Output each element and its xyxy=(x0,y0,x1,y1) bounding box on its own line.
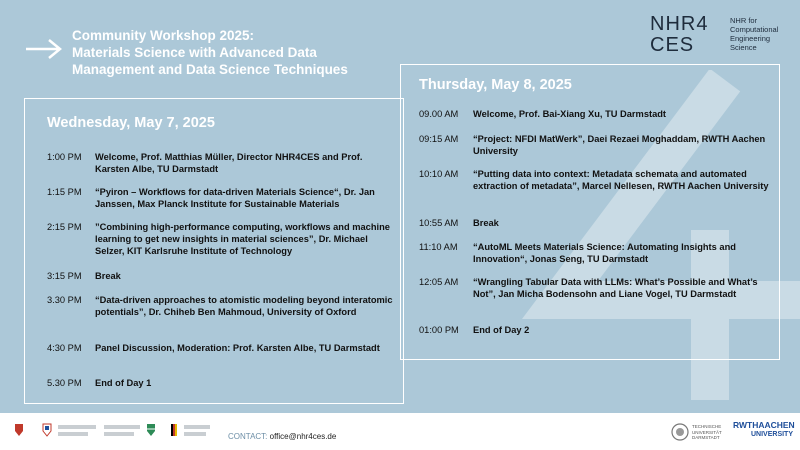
logo-text-line: Science xyxy=(730,43,757,52)
schedule-time: 10:55 AM xyxy=(419,218,459,228)
event-title xyxy=(72,27,402,78)
schedule-time: 1:15 PM xyxy=(47,187,82,197)
schedule-time: 1:00 PM xyxy=(47,152,82,162)
arrow-right-icon xyxy=(24,38,64,60)
federal-eagle-icon xyxy=(170,423,180,437)
event-title-line: Community Workshop 2025: xyxy=(72,28,255,43)
day2-title: Thursday, May 8, 2025 xyxy=(419,77,572,93)
logo-mark xyxy=(650,14,708,56)
schedule-description: “Putting data into context: Metadata schemata and automated extraction of metadata”, Marcel Nellesen, RWTH Aachen University xyxy=(473,169,769,191)
schedule-time: 3:15 PM xyxy=(47,271,82,281)
schedule-time: 2:15 PM xyxy=(47,222,82,232)
schedule-description: Panel Discussion, Moderation: Prof. Karsten Albe, TU Darmstadt xyxy=(95,343,380,353)
schedule-time: 12:05 AM xyxy=(419,277,459,287)
schedule-description: “Project: NFDI MatWerk”, Daei Rezaei Moghaddam, RWTH Aachen University xyxy=(473,134,766,156)
logo-mark-bottom: CES xyxy=(650,34,695,56)
day1-schedule-panel xyxy=(24,98,404,404)
schedule-description: End of Day 2 xyxy=(473,325,530,335)
bmbf-text-logo xyxy=(184,432,206,436)
tu-name-line: TECHNISCHE xyxy=(692,424,722,429)
schedule-description: Welcome, Prof. Bai-Xiang Xu, TU Darmstadt xyxy=(473,109,667,119)
schedule-description: ”Combining high-performance computing, workflows and machine learning to get new insights in material sciences”, Dr. Michael Selzer, KIT Karlsruhe Institute of Technology xyxy=(95,222,390,256)
sponsor-footer xyxy=(0,413,800,450)
logo-text-line: Computational xyxy=(730,25,779,34)
schedule-description: “AutoML Meets Materials Science: Automating Insights and Innovation“, Jonas Seng, TU Darmstadt xyxy=(473,242,736,264)
bmbf-text-logo xyxy=(184,425,210,429)
rwth-name-top: RWTHAACHEN xyxy=(733,420,795,430)
tu-seal-icon xyxy=(671,423,689,441)
day2-schedule-panel xyxy=(400,64,780,360)
schedule-time: 3.30 PM xyxy=(47,295,82,305)
ministry-nrw-text-logo xyxy=(104,425,140,429)
schedule-time: 5.30 PM xyxy=(47,378,82,388)
event-title-line: Materials Science with Advanced Data xyxy=(72,45,317,60)
tu-name-line: UNIVERSITÄT xyxy=(692,429,722,435)
logo-text xyxy=(730,16,800,52)
ministry-text-logo xyxy=(58,425,96,429)
contact-label: CONTACT: xyxy=(228,432,268,441)
schedule-time: 10:10 AM xyxy=(419,169,459,179)
rwth-name-bottom: UNIVERSITY xyxy=(751,431,794,438)
event-title-line: Management and Data Science Techniques xyxy=(72,62,348,77)
schedule-time: 4:30 PM xyxy=(47,343,82,353)
contact-email[interactable]: office@nhr4ces.de xyxy=(269,432,337,441)
tu-darmstadt-logo xyxy=(671,421,723,443)
schedule-description: Welcome, Prof. Matthias Müller, Director NHR4CES and Prof. Karsten Albe, TU Darmstadt xyxy=(95,152,363,174)
hessen-lion-icon xyxy=(42,423,52,437)
schedule-description: “Wrangling Tabular Data with LLMs: What’s Possible and What’s Not”, Jan Micha Bodensohn and Liane Vogel, TU Darmstadt xyxy=(473,277,758,299)
hessen-crest-icon xyxy=(14,423,24,437)
schedule-description: Break xyxy=(95,271,121,281)
schedule-description: Break xyxy=(473,218,499,228)
contact-line xyxy=(228,432,336,441)
tu-name-line: DARMSTADT xyxy=(692,435,720,440)
nrw-crest-icon xyxy=(146,423,156,437)
logo-text-line: Engineering xyxy=(730,34,771,43)
ministry-nrw-text-logo xyxy=(104,432,134,436)
logo-mark-top: NHR4 xyxy=(650,13,709,35)
schedule-description: “Data-driven approaches to atomistic modeling beyond interatomic potentials”, Dr. Chiheb Ben Mahmoud, University of Oxford xyxy=(95,295,393,317)
schedule-time: 09.00 AM xyxy=(419,109,459,119)
day1-title: Wednesday, May 7, 2025 xyxy=(47,115,215,131)
ministry-text-logo xyxy=(58,432,88,436)
schedule-time: 11:10 AM xyxy=(419,242,458,252)
logo-text-line: NHR for xyxy=(730,16,758,25)
schedule-description: “Pyiron – Workflows for data-driven Materials Science“, Dr. Jan Janssen, Max Planck Institute for Sustainable Materials xyxy=(95,187,375,209)
schedule-time: 09:15 AM xyxy=(419,134,459,144)
schedule-time: 01:00 PM xyxy=(419,325,459,335)
schedule-description: End of Day 1 xyxy=(95,378,152,388)
rwth-aachen-logo xyxy=(733,420,795,443)
nhr4ces-logo xyxy=(650,14,790,62)
